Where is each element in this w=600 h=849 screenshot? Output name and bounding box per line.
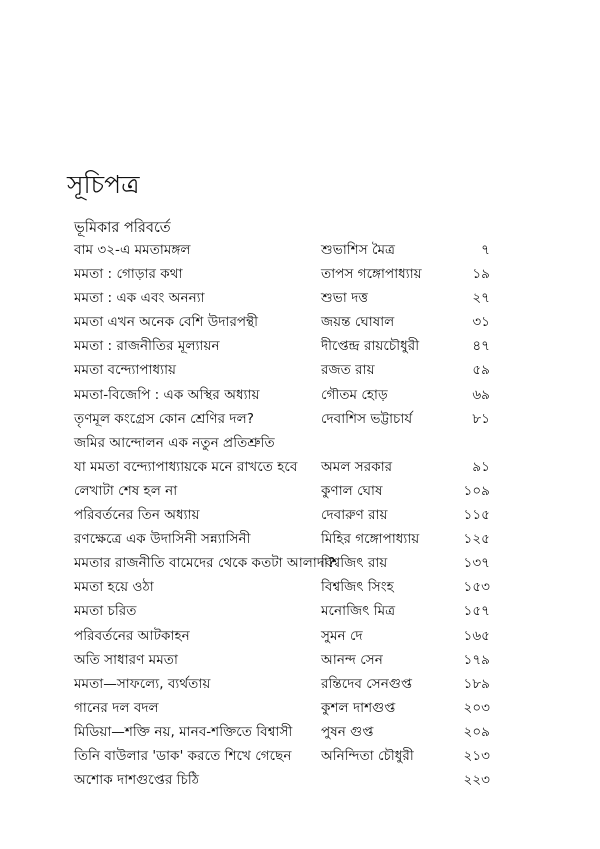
entry-page-number: ৫৯ xyxy=(472,362,490,379)
entry-page-number: ৭ xyxy=(481,242,490,258)
entry-author: অনিন্দিতা চৌধুরী xyxy=(321,747,414,764)
entry-title: মমতা : গোড়ার কথা xyxy=(74,266,183,283)
entry-title: মমতা বন্দ্যোপাধ্যায় xyxy=(74,362,177,379)
toc-entry xyxy=(0,575,600,599)
entry-page-number: ১০৯ xyxy=(463,482,490,499)
entry-title: যা মমতা বন্দ্যোপাধ্যায়কে মনে রাখতে হবে xyxy=(74,458,298,475)
entry-title: পরিবর্তনের আটকাহন xyxy=(74,627,190,644)
entry-title: অশোক দাশগুপ্তের চিঠি xyxy=(74,772,200,789)
entry-page-number: ২২৩ xyxy=(463,772,490,789)
toc-entry xyxy=(0,479,600,503)
toc-entry xyxy=(0,744,600,768)
entry-author: শুভা দত্ত xyxy=(321,290,368,307)
entry-page-number: ১৩৭ xyxy=(463,555,490,572)
toc-entry xyxy=(0,310,600,334)
entry-title: অতি সাধারণ মমতা xyxy=(74,651,178,668)
entry-title: পরিবর্তনের তিন অধ্যায় xyxy=(74,507,200,524)
entry-page-number: ১২৫ xyxy=(463,531,490,548)
entry-author: কুণাল ঘোষ xyxy=(321,482,383,499)
entry-title: বাম ৩২-এ মমতামঙ্গল xyxy=(74,242,191,258)
entry-title: তিনি বাউলার 'ডাক' করতে শিখে গেছেন xyxy=(74,747,292,764)
entry-page-number: ২০৩ xyxy=(463,699,490,716)
toc-entry xyxy=(0,648,600,672)
entry-page-number: ১৭৯ xyxy=(463,651,490,668)
entry-author: অমল সরকার xyxy=(321,458,393,475)
entry-page-number: ৪৭ xyxy=(472,338,490,355)
section-heading: ভূমিকার পরিবর্তে xyxy=(74,220,171,236)
entry-author: গৌতম হোড় xyxy=(321,386,388,403)
toc-entry xyxy=(0,672,600,696)
entry-title: মমতা চরিত xyxy=(74,603,137,620)
entry-title: মমতার রাজনীতি বামেদের থেকে কতটা আলাদা? xyxy=(74,555,336,572)
entry-author: রজত রায় xyxy=(321,362,375,379)
entry-page-number: ১৫৭ xyxy=(463,603,490,620)
entry-page-number: ৯১ xyxy=(472,458,490,475)
toc-entry xyxy=(0,383,600,407)
toc-entry xyxy=(0,696,600,720)
toc-entry xyxy=(0,238,600,262)
entry-page-number: ২৭ xyxy=(472,290,490,307)
toc-entry xyxy=(0,358,600,382)
entry-page-number: ১৬৫ xyxy=(463,627,490,644)
toc-entry xyxy=(0,431,600,455)
entry-title: রণক্ষেত্রে এক উদাসিনী সন্ন্যাসিনী xyxy=(74,531,251,548)
entry-author: শুভাশিস মৈত্র xyxy=(321,242,396,258)
toc-entry xyxy=(0,503,600,527)
toc-entry xyxy=(0,599,600,623)
entry-title: গানের দল বদল xyxy=(74,699,159,716)
entry-author: দেবারুণ রায় xyxy=(321,507,388,524)
toc-entry xyxy=(0,768,600,792)
entry-page-number: ২১৩ xyxy=(463,747,490,764)
entry-author: মিহির গঙ্গোপাধ্যায় xyxy=(321,531,420,548)
toc-entry xyxy=(0,551,600,575)
toc-entry xyxy=(0,334,600,358)
toc-entry xyxy=(0,286,600,310)
entry-title: তৃণমূল কংগ্রেস কোন শ্রেণির দল? xyxy=(74,410,254,427)
toc-entry xyxy=(0,527,600,551)
entry-author: দেবাশিস ভট্টাচার্য xyxy=(321,410,413,427)
entry-title: মমতা : রাজনীতির মূল্যায়ন xyxy=(74,338,220,355)
entry-author: পুষন গুপ্ত xyxy=(321,723,374,740)
entry-title: মমতা এখন অনেক বেশি উদারপন্থী xyxy=(74,314,259,331)
toc-entry xyxy=(0,262,600,286)
entry-page-number: ১৫৩ xyxy=(463,579,490,596)
entry-page-number: ১৯ xyxy=(472,266,490,283)
entry-author: বিশ্বজিৎ সিংহ xyxy=(321,579,394,596)
toc-entry xyxy=(0,624,600,648)
entry-author: রন্তিদেব সেনগুপ্ত xyxy=(321,675,413,692)
entry-author: আনন্দ সেন xyxy=(321,651,383,668)
entry-title: মমতা-বিজেপি : এক অস্থির অধ্যায় xyxy=(74,386,260,403)
entry-author: বিশ্বজিৎ রায় xyxy=(321,555,388,572)
toc-entry xyxy=(0,455,600,479)
entry-author: তাপস গঙ্গোপাধ্যায় xyxy=(321,266,422,283)
entry-page-number: ২০৯ xyxy=(463,723,490,740)
entry-title: মিডিয়া—শক্তি নয়, মানব-শক্তিতে বিশ্বাসী xyxy=(74,723,293,740)
entry-title: মমতা : এক এবং অনন্যা xyxy=(74,290,205,307)
page-title: সূচিপত্র xyxy=(67,170,140,199)
entry-author: কুশল দাশগুপ্ত xyxy=(321,699,396,716)
entry-author: জয়ন্ত ঘোষাল xyxy=(321,314,395,331)
entry-page-number: ৬৯ xyxy=(472,386,490,403)
entry-title: মমতা—সাফল্যে, ব্যর্থতায় xyxy=(74,675,211,692)
entry-page-number: ৩১ xyxy=(472,314,490,331)
entry-page-number: ৮১ xyxy=(472,410,490,427)
toc-list xyxy=(0,238,600,792)
entry-author: সুমন দে xyxy=(321,627,363,644)
entry-author: দীপ্তেন্দ্র রায়চৌধুরী xyxy=(321,338,420,355)
entry-page-number: ১৮৯ xyxy=(463,675,490,692)
entry-page-number: ১১৫ xyxy=(463,507,490,524)
toc-entry xyxy=(0,407,600,431)
toc-entry xyxy=(0,720,600,744)
entry-title: লেখাটা শেষ হল না xyxy=(74,482,178,499)
entry-title: জমির আন্দোলন এক নতুন প্রতিশ্রুতি xyxy=(74,434,275,451)
entry-title: মমতা হয়ে ওঠা xyxy=(74,579,154,596)
entry-author: মনোজিৎ মিত্র xyxy=(321,603,396,620)
